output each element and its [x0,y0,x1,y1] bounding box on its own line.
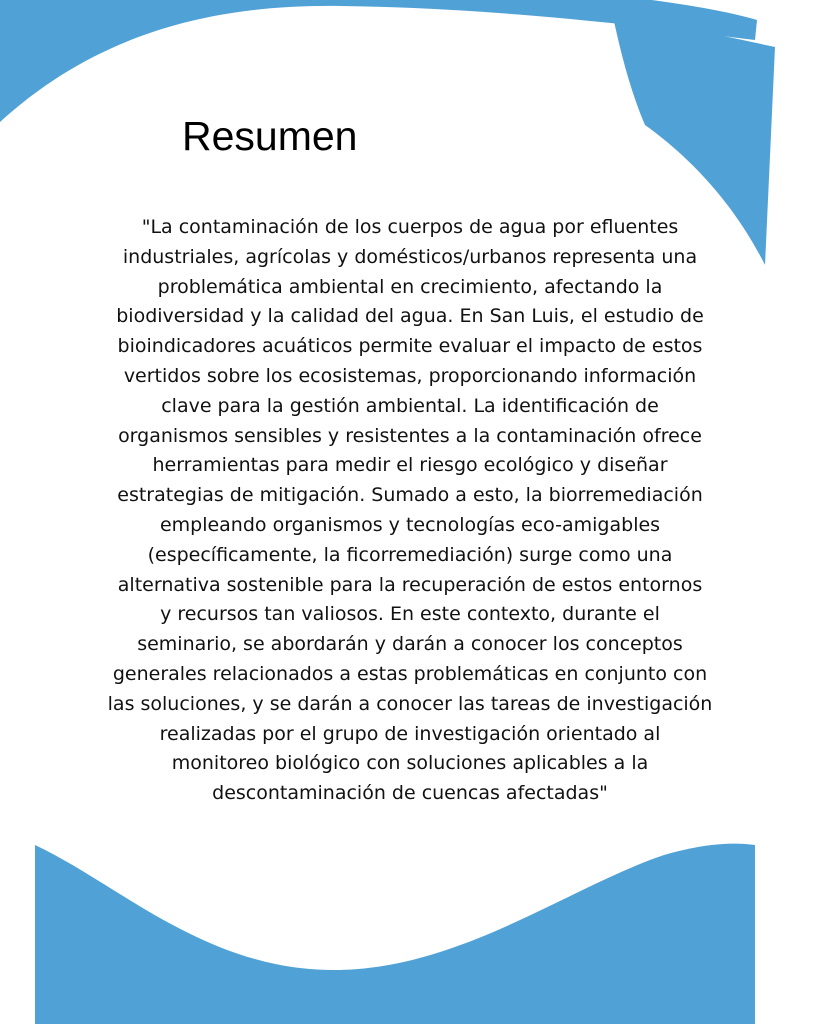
abstract-line: vertidos sobre los ecosistemas, proporcionando información [123,364,697,387]
abstract-line: y recursos tan valiosos. En este contexto, durante el [160,603,660,626]
bottom-wave-shape [35,844,755,1024]
abstract-line: estrategias de mitigación. Sumado a esto, la biorremediación [117,484,703,507]
abstract-line: clave para la gestión ambiental. La identificación de [161,394,659,417]
abstract-line: problemática ambiental en crecimiento, afectando la [157,275,663,298]
abstract-line: industriales, agrícolas y domésticos/urbanos representa una [122,245,698,268]
abstract-line: descontaminación de cuencas afectadas" [212,782,608,805]
abstract-line: generales relacionados a estas problemáticas en conjunto con [112,662,708,685]
page-title: Resumen [182,113,358,159]
abstract-line: las soluciones, y se darán a conocer las tareas de investigación [107,692,713,715]
abstract-line: monitoreo biológico con soluciones aplicables a la [171,752,649,775]
abstract-line: seminario, se abordarán y darán a conocer los conceptos [137,633,683,656]
abstract-line: bioindicadores acuáticos permite evaluar el impacto de estos [117,335,703,358]
abstract-line: alternativa sostenible para la recuperación de estos entornos [117,573,703,596]
abstract-line: empleando organismos y tecnologías eco-amigables [159,513,661,536]
abstract-line: herramientas para medir el riesgo ecológico y diseñar [152,454,668,477]
abstract-paragraph [90,213,730,809]
abstract-line: organismos sensibles y resistentes a la contaminación ofrece [118,424,702,447]
abstract-line: "La contaminación de los cuerpos de agua por efluentes [141,216,679,238]
abstract-line: biodiversidad y la calidad del agua. En San Luis, el estudio de [116,305,704,328]
abstract-line: (específicamente, la ficorremediación) surge como una [147,543,673,566]
abstract-line: realizadas por el grupo de investigación orientado al [159,722,661,745]
